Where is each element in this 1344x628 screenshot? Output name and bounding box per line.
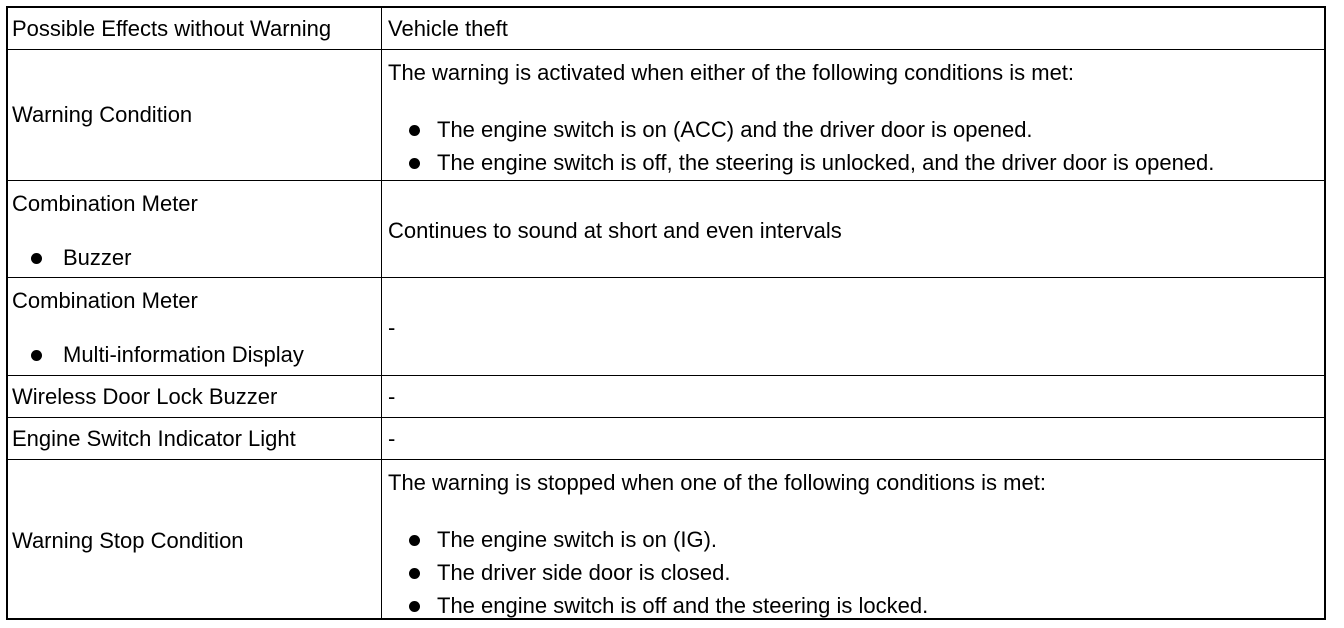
row-value: -: [388, 315, 396, 340]
table-row: [8, 417, 1324, 459]
row-label: Possible Effects without Warning: [12, 16, 332, 41]
value-cell: [382, 50, 1324, 180]
row-intro: The warning is activated when either of the following conditions is met:: [388, 60, 1075, 85]
row-sublabel: Buzzer: [63, 245, 132, 270]
row-sublabel: Multi-information Display: [63, 342, 304, 367]
label-cell: [8, 8, 382, 49]
row-value: -: [388, 384, 396, 409]
value-cell: [382, 418, 1324, 459]
bullet-item: The engine switch is off and the steering is locked.: [437, 593, 929, 618]
bullet-icon: [31, 350, 42, 361]
row-intro: The warning is stopped when one of the following conditions is met:: [388, 470, 1046, 495]
value-cell: [382, 460, 1324, 618]
table-row: [8, 49, 1324, 180]
label-cell: [8, 460, 382, 618]
bullet-icon: [31, 253, 42, 264]
table-row: [8, 180, 1324, 277]
warning-table: [6, 6, 1326, 620]
row-label: Engine Switch Indicator Light: [12, 426, 296, 451]
row-value: Continues to sound at short and even intervals: [388, 218, 842, 243]
value-cell: [382, 278, 1324, 375]
bullet-item: The driver side door is closed.: [437, 560, 731, 585]
value-cell: [382, 376, 1324, 417]
bullet-icon: [409, 535, 420, 546]
table-row: [8, 459, 1324, 618]
table-row: [8, 277, 1324, 375]
label-cell: [8, 418, 382, 459]
row-label: Warning Stop Condition: [12, 528, 244, 553]
label-cell: [8, 50, 382, 180]
label-cell: [8, 181, 382, 277]
row-label: Wireless Door Lock Buzzer: [12, 384, 278, 409]
value-cell: [382, 8, 1324, 49]
row-label: Warning Condition: [12, 102, 193, 127]
table-row: [8, 375, 1324, 417]
value-cell: [382, 181, 1324, 277]
row-label: Combination Meter: [12, 191, 198, 216]
bullet-icon: [409, 158, 420, 169]
label-cell: [8, 376, 382, 417]
label-cell: [8, 278, 382, 375]
row-label: Combination Meter: [12, 288, 198, 313]
bullet-icon: [409, 125, 420, 136]
bullet-icon: [409, 601, 420, 612]
bullet-item: The engine switch is on (ACC) and the driver door is opened.: [437, 117, 1033, 142]
row-value: Vehicle theft: [388, 16, 508, 41]
bullet-item: The engine switch is off, the steering is unlocked, and the driver door is opened.: [437, 150, 1215, 175]
table-row: [8, 8, 1324, 49]
bullet-icon: [409, 568, 420, 579]
row-value: -: [388, 426, 396, 451]
bullet-item: The engine switch is on (IG).: [437, 527, 718, 552]
